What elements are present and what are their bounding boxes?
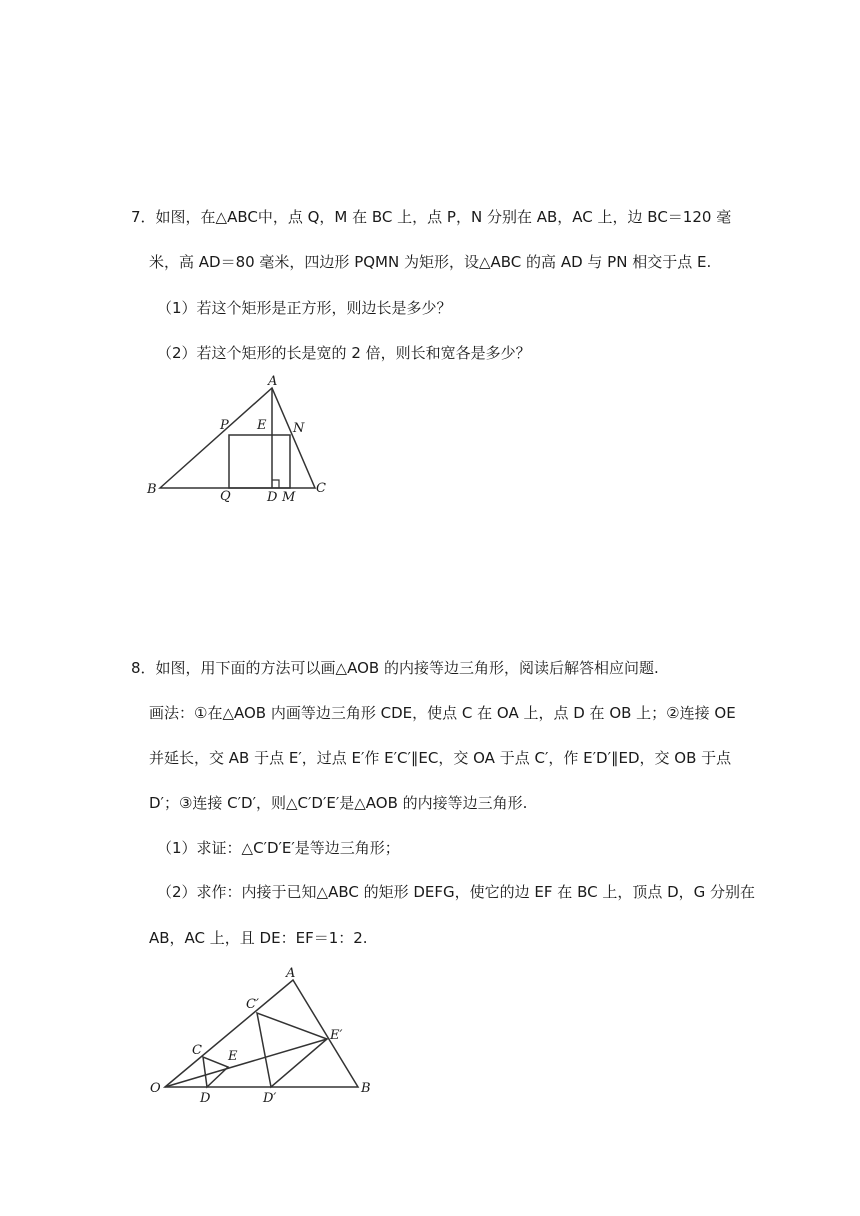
q8-text-line-4: D′；③连接 C′D′，则△C′D′E′是△AOB 的内接等边三角形. [149,794,528,812]
q8-figure [140,962,390,1112]
q8-text-line-2: 画法：①在△AOB 内画等边三角形 CDE，使点 C 在 OA 上，点 D 在 OB 上；②连接 OE [149,704,736,722]
label-e-prime: E′ [330,1028,343,1043]
q8-subquestion-1: （1）求证：△C′D′E′是等边三角形； [157,839,400,857]
q8-text-line-1: 8．如图，用下面的方法可以画△AOB 的内接等边三角形，阅读后解答相应问题. [131,659,659,677]
label-o: O [150,1081,161,1096]
label-d: D [267,490,278,505]
label-b: B [361,1081,371,1096]
label-c: C [192,1043,202,1058]
q7-text-line-2: 米，高 AD＝80 毫米，四边形 PQMN 为矩形，设△ABC 的高 AD 与 PN 相交于点 E. [149,253,712,271]
triangle-abc [160,388,315,488]
label-c: C [316,481,326,496]
label-e: E [257,418,267,433]
label-d-prime: D′ [263,1091,277,1106]
label-d: D [200,1091,211,1106]
label-c-prime: C′ [246,997,259,1012]
q8-subquestion-2-cont: AB，AC 上，且 DE：EF＝1：2. [149,929,368,947]
label-p: P [220,418,229,433]
label-e: E [228,1049,238,1064]
q7-subquestion-2: （2）若这个矩形的长是宽的 2 倍，则长和宽各是多少？ [157,344,531,362]
q7-subquestion-1: （1）若这个矩形是正方形，则边长是多少？ [157,299,452,317]
label-q: Q [220,489,231,504]
label-a: A [286,966,296,981]
q8-subquestion-2: （2）求作：内接于已知△ABC 的矩形 DEFG，使它的边 EF 在 BC 上，顶点 D，G 分别在 [157,883,756,901]
rectangle-pqmn [229,435,290,488]
line-oe-extended [165,1039,327,1087]
label-b: B [147,482,157,497]
q7-text-line-1: 7．如图，在△ABC中，点 Q，M 在 BC 上，点 P，N 分别在 AB，AC 上，边 BC＝120 毫 [131,208,732,226]
label-n: N [293,421,305,436]
label-a: A [268,375,278,389]
q7-figure [140,375,340,510]
right-angle-mark [272,480,279,488]
q8-text-line-3: 并延长，交 AB 于点 E′，过点 E′作 E′C′∥EC，交 OA 于点 C′，作 E′D′∥ED，交 OB 于点 [149,749,732,767]
label-m: M [282,490,296,505]
